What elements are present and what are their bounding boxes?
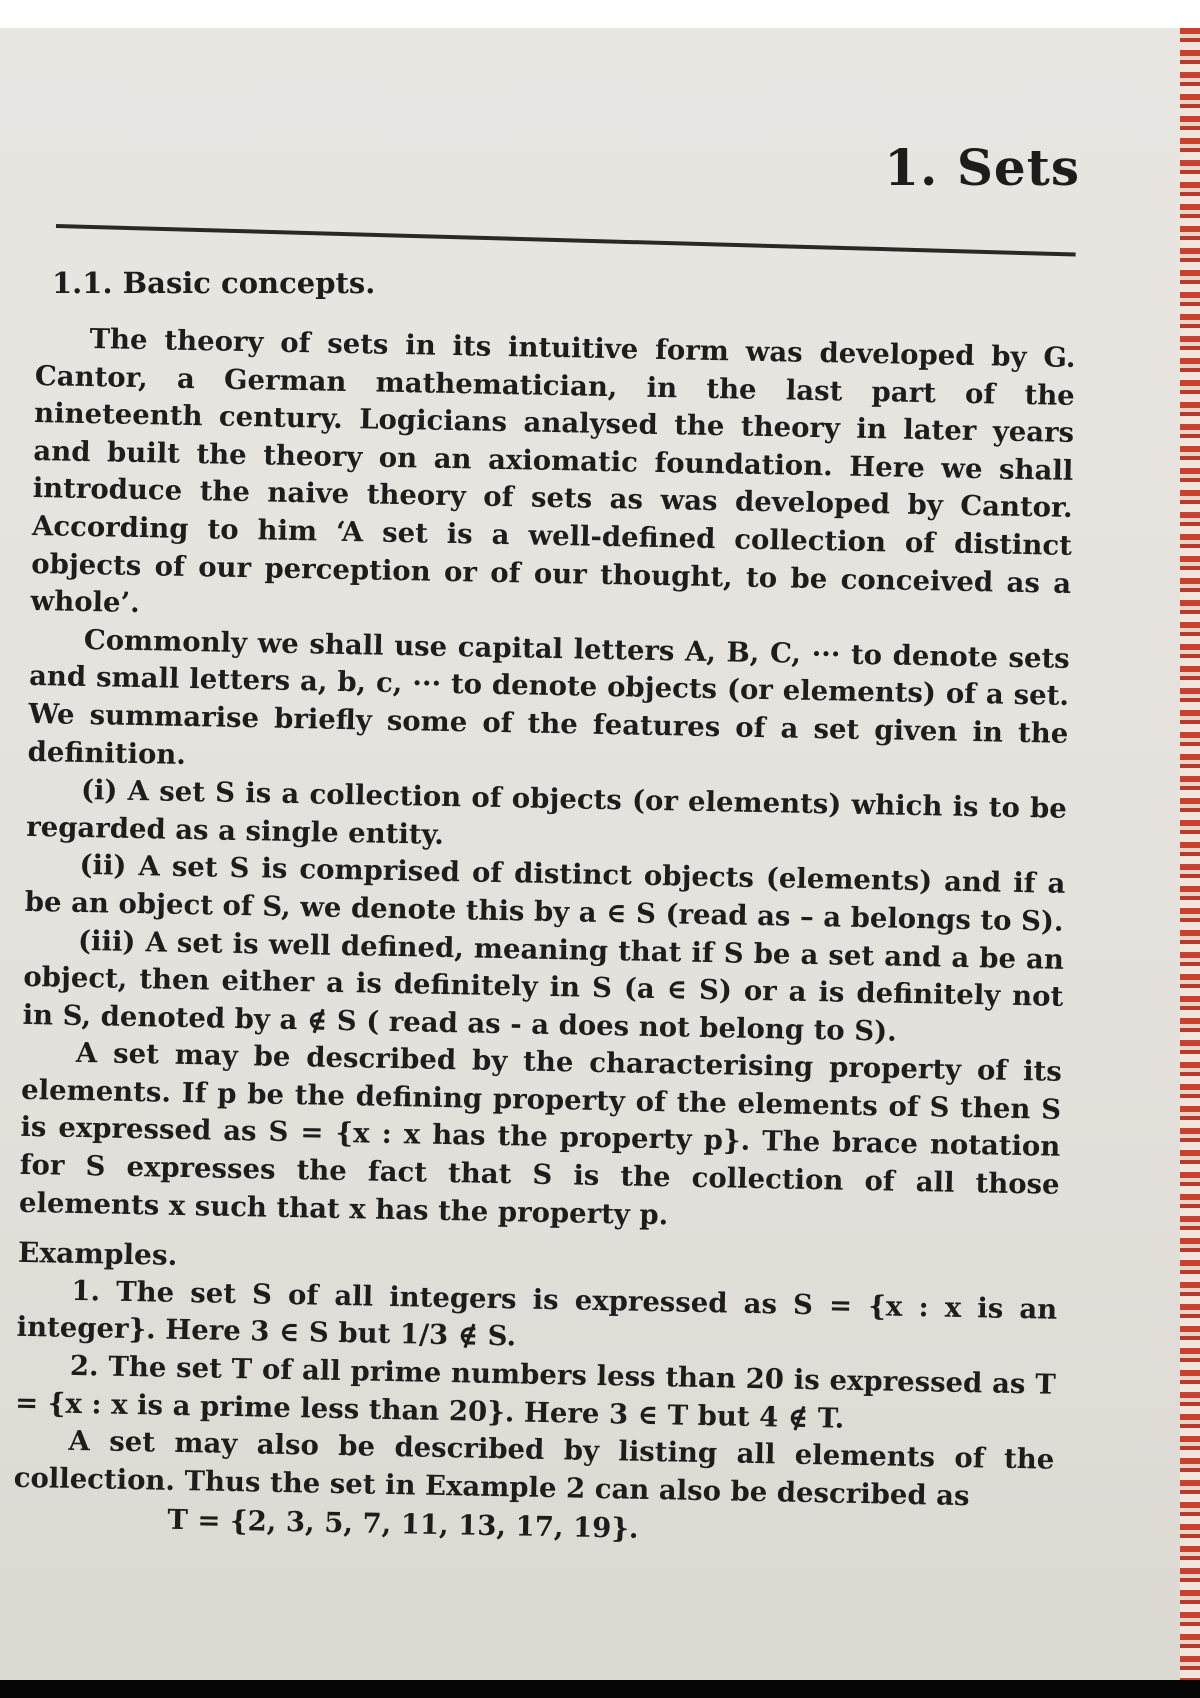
examples-heading: Examples. xyxy=(17,1236,178,1273)
feature-iii: (iii) A set is well defined, meaning that if S be a set and a be an object, then either a is definitely in S (a ∈ S) or a is definitely not in S, denoted by a ∉ S ( read as - a does not belong to S). xyxy=(22,924,1065,1048)
paragraph-intro: The theory of sets in its intuitive form was developed by G. Cantor, a German mathematician, in the last part of the nineteenth century. Logicians analysed the theory in later years and built the theory on an axiomatic foundation. Here we shall introduce the naive theory of sets as was developed by Cantor. According to him ‘A set is a well-defined collection of distinct objects of our perception or of our thought, to be conceived as a whole’. xyxy=(30,323,1076,620)
section-heading: 1.1. Basic concepts. xyxy=(52,266,376,300)
title-rule xyxy=(56,224,1076,256)
paragraph-notation: Commonly we shall use capital letters A, B, C, ··· to denote sets and small letters a, b, c, ··· to denote objects (or elements) of a set. We summarise briefly some of the features of a set given in the definition. xyxy=(27,623,1070,771)
paragraph-property: A set may be described by the characterising property of its elements. If p be the defining property of the elements of S then S is expressed as S = {x : x has the property p}. The brace notation for S expresses the fact that S is the collection of all those elements x such that x has the property p. xyxy=(18,1037,1063,1231)
example-1: 1. The set S of all integers is expressed as S = {x : x is an integer}. Here 3 ∈ S but 1/3 ∉ S. xyxy=(16,1274,1058,1353)
book-page xyxy=(0,28,1180,1680)
display-equation: T = {2, 3, 5, 7, 11, 13, 17, 19}. xyxy=(167,1504,639,1546)
page-edge xyxy=(1180,28,1200,1680)
body-text xyxy=(13,320,1076,1557)
chapter-title: 1. Sets xyxy=(884,138,1080,197)
feature-ii: (ii) A set S is comprised of distinct objects (elements) and if a be an object of S, we denote this by a ∈ S (read as – a belongs to S). xyxy=(24,849,1066,938)
bottom-border xyxy=(0,1680,1200,1698)
example-2: 2. The set T of all prime numbers less than 20 is expressed as T = {x : x is a prime less than 20}. Here 3 ∈ T but 4 ∉ T. xyxy=(14,1349,1057,1435)
feature-i: (i) A set S is a collection of objects (or elements) which is to be regarded as a single entity. xyxy=(25,774,1068,851)
paragraph-listing: A set may also be described by listing all elements of the collection. Thus the set in Example 2 can also be described as xyxy=(13,1425,1055,1512)
